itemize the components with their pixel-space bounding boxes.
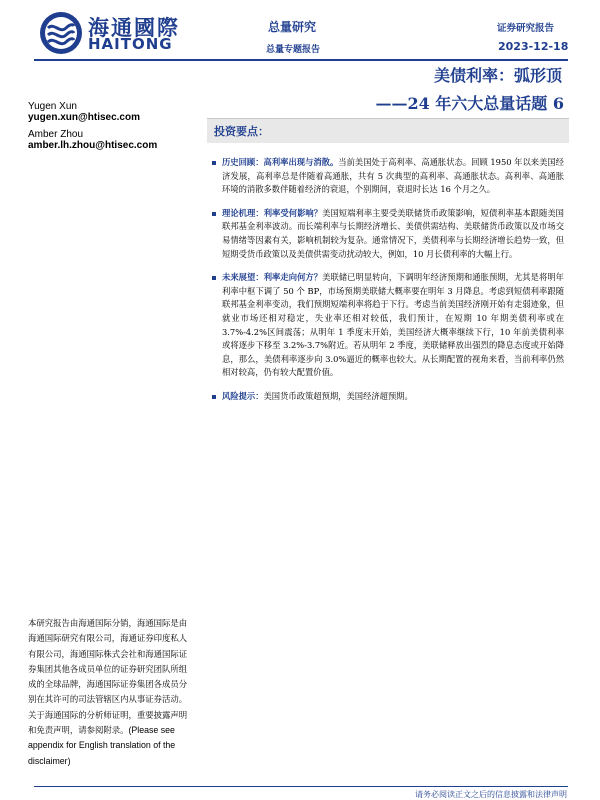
- bullet-body: 当前美国处于高利率、高通胀状态。回顾 1950 年以来美国经济发展，高利率总是伴随着高通胀，共有 5 次典型的高利率、高通胀状态。高利率、高通胀环境的消散多数伴随着经济的衰退，个别期间，衰退时长达 16 个月之久。: [222, 157, 564, 195]
- bullet-square-icon: [212, 161, 216, 165]
- report-category: 总量研究: [268, 20, 317, 34]
- report-type: 证券研究报告: [497, 23, 555, 34]
- bullet-lead: 高利率出现与消散。: [263, 157, 339, 167]
- list-item: [212, 156, 564, 197]
- footer-notice: 请务必阅读正文之后的信息披露和法律声明: [415, 790, 567, 799]
- disclaimer: [28, 616, 188, 769]
- haitong-emblem-icon: [38, 10, 84, 56]
- report-title: 美债利率：弧形顶: [433, 66, 562, 85]
- list-item: [212, 271, 564, 380]
- bullet-lead: 利率走向何方？: [263, 272, 323, 283]
- logo-english-name: HAITONG: [88, 35, 173, 53]
- author-name: Yugen Xun: [28, 101, 77, 112]
- report-subcategory: 总量专题报告: [266, 45, 321, 55]
- list-item: [212, 390, 564, 404]
- disclaimer-chinese: 本研究报告由海通国际分销，海通国际是由海通国际研究有限公司，海通证券印度私人有限公司，海通国际株式会社和海通国际证券集团其他各成员单位的证券研究团队所组成的全球品牌，海通国际证券集团各成员分别在其许可的司法管辖区内从事证券活动。关于海通国际的分析师证明，重要披露声明和免责声明，请参阅附录。: [28, 618, 188, 736]
- investment-points-header: [207, 118, 569, 143]
- author-email[interactable]: amber.lh.zhou@htisec.com: [28, 140, 158, 151]
- author-block: [28, 129, 157, 151]
- bullet-square-icon: [212, 395, 216, 399]
- author-block: [28, 101, 140, 123]
- bullet-label: 历史回顾：: [222, 157, 264, 167]
- footer-divider: [34, 786, 568, 787]
- investment-points-heading: 投资要点：: [214, 125, 269, 138]
- report-subtitle: ——24 年六大总量话题 6: [375, 94, 564, 113]
- bullet-lead: 利率受何影响？: [263, 207, 323, 218]
- bullet-square-icon: [212, 276, 216, 280]
- bullet-label: 未来展望：: [222, 272, 264, 283]
- bullet-label: 风险提示：: [222, 390, 264, 401]
- logo-chinese-name: 海通國際: [88, 16, 180, 40]
- bullet-body: 美联储已明显转向，下调明年经济预期和通胀预期，尤其是将明年利率中枢下调了 50 个 BP，市场预期美联储大概率要在明年 3 月降息。考虑到短债利率跟随联邦基金利率变动，我们预期短端利率将趋于下行。考虑当前美国经济刚开始有走弱迹象，但就业市场还相对稳定，失业率还相对较低，我们预计，在短期 10 年期美债利率或在 3.7%-4.2%区间震荡；从明年 1 季度末开始，美国经济大概率继续下行，10 年前美债利率或将逐步下移至 3.2%-3.7%附近。若从明年 2 季度，美联储释放出强烈的降息态度或开始降息，那么，美债利率逐步向 3.0%逼近的概率也较大。从长期配置的视角来看，当前利率仍然相对较高，仍有较大配置价值。: [222, 272, 564, 378]
- haitong-logo: [38, 10, 188, 56]
- header-divider: [34, 59, 568, 61]
- disclaimer-english-note: (Please see appendix for English translation of the disclaimer): [28, 725, 176, 766]
- bullet-body: 美国货币政策超预期，美国经济超预期。: [263, 390, 413, 401]
- investment-points-list: [212, 156, 564, 414]
- list-item: [212, 207, 564, 261]
- bullet-label: 理论机理：: [222, 207, 264, 218]
- report-date: 2023-12-18: [498, 40, 569, 53]
- bullet-body: 美国短端利率主要受美联储货币政策影响，短债利率基本跟随美国联邦基金利率波动。而长端利率与长期经济增长、美债供需结构、美联储货币政策以及市场交易情绪等因素有关，影响机制较为复杂。通常情况下，美债利率与长期经济增长趋势一致，但短期受货币政策以及美债供需变动扰动较大，例如，10 月长债利率的大幅上行。: [222, 207, 564, 259]
- author-name: Amber Zhou: [28, 129, 84, 140]
- bullet-square-icon: [212, 212, 216, 216]
- author-email[interactable]: yugen.xun@htisec.com: [28, 112, 140, 123]
